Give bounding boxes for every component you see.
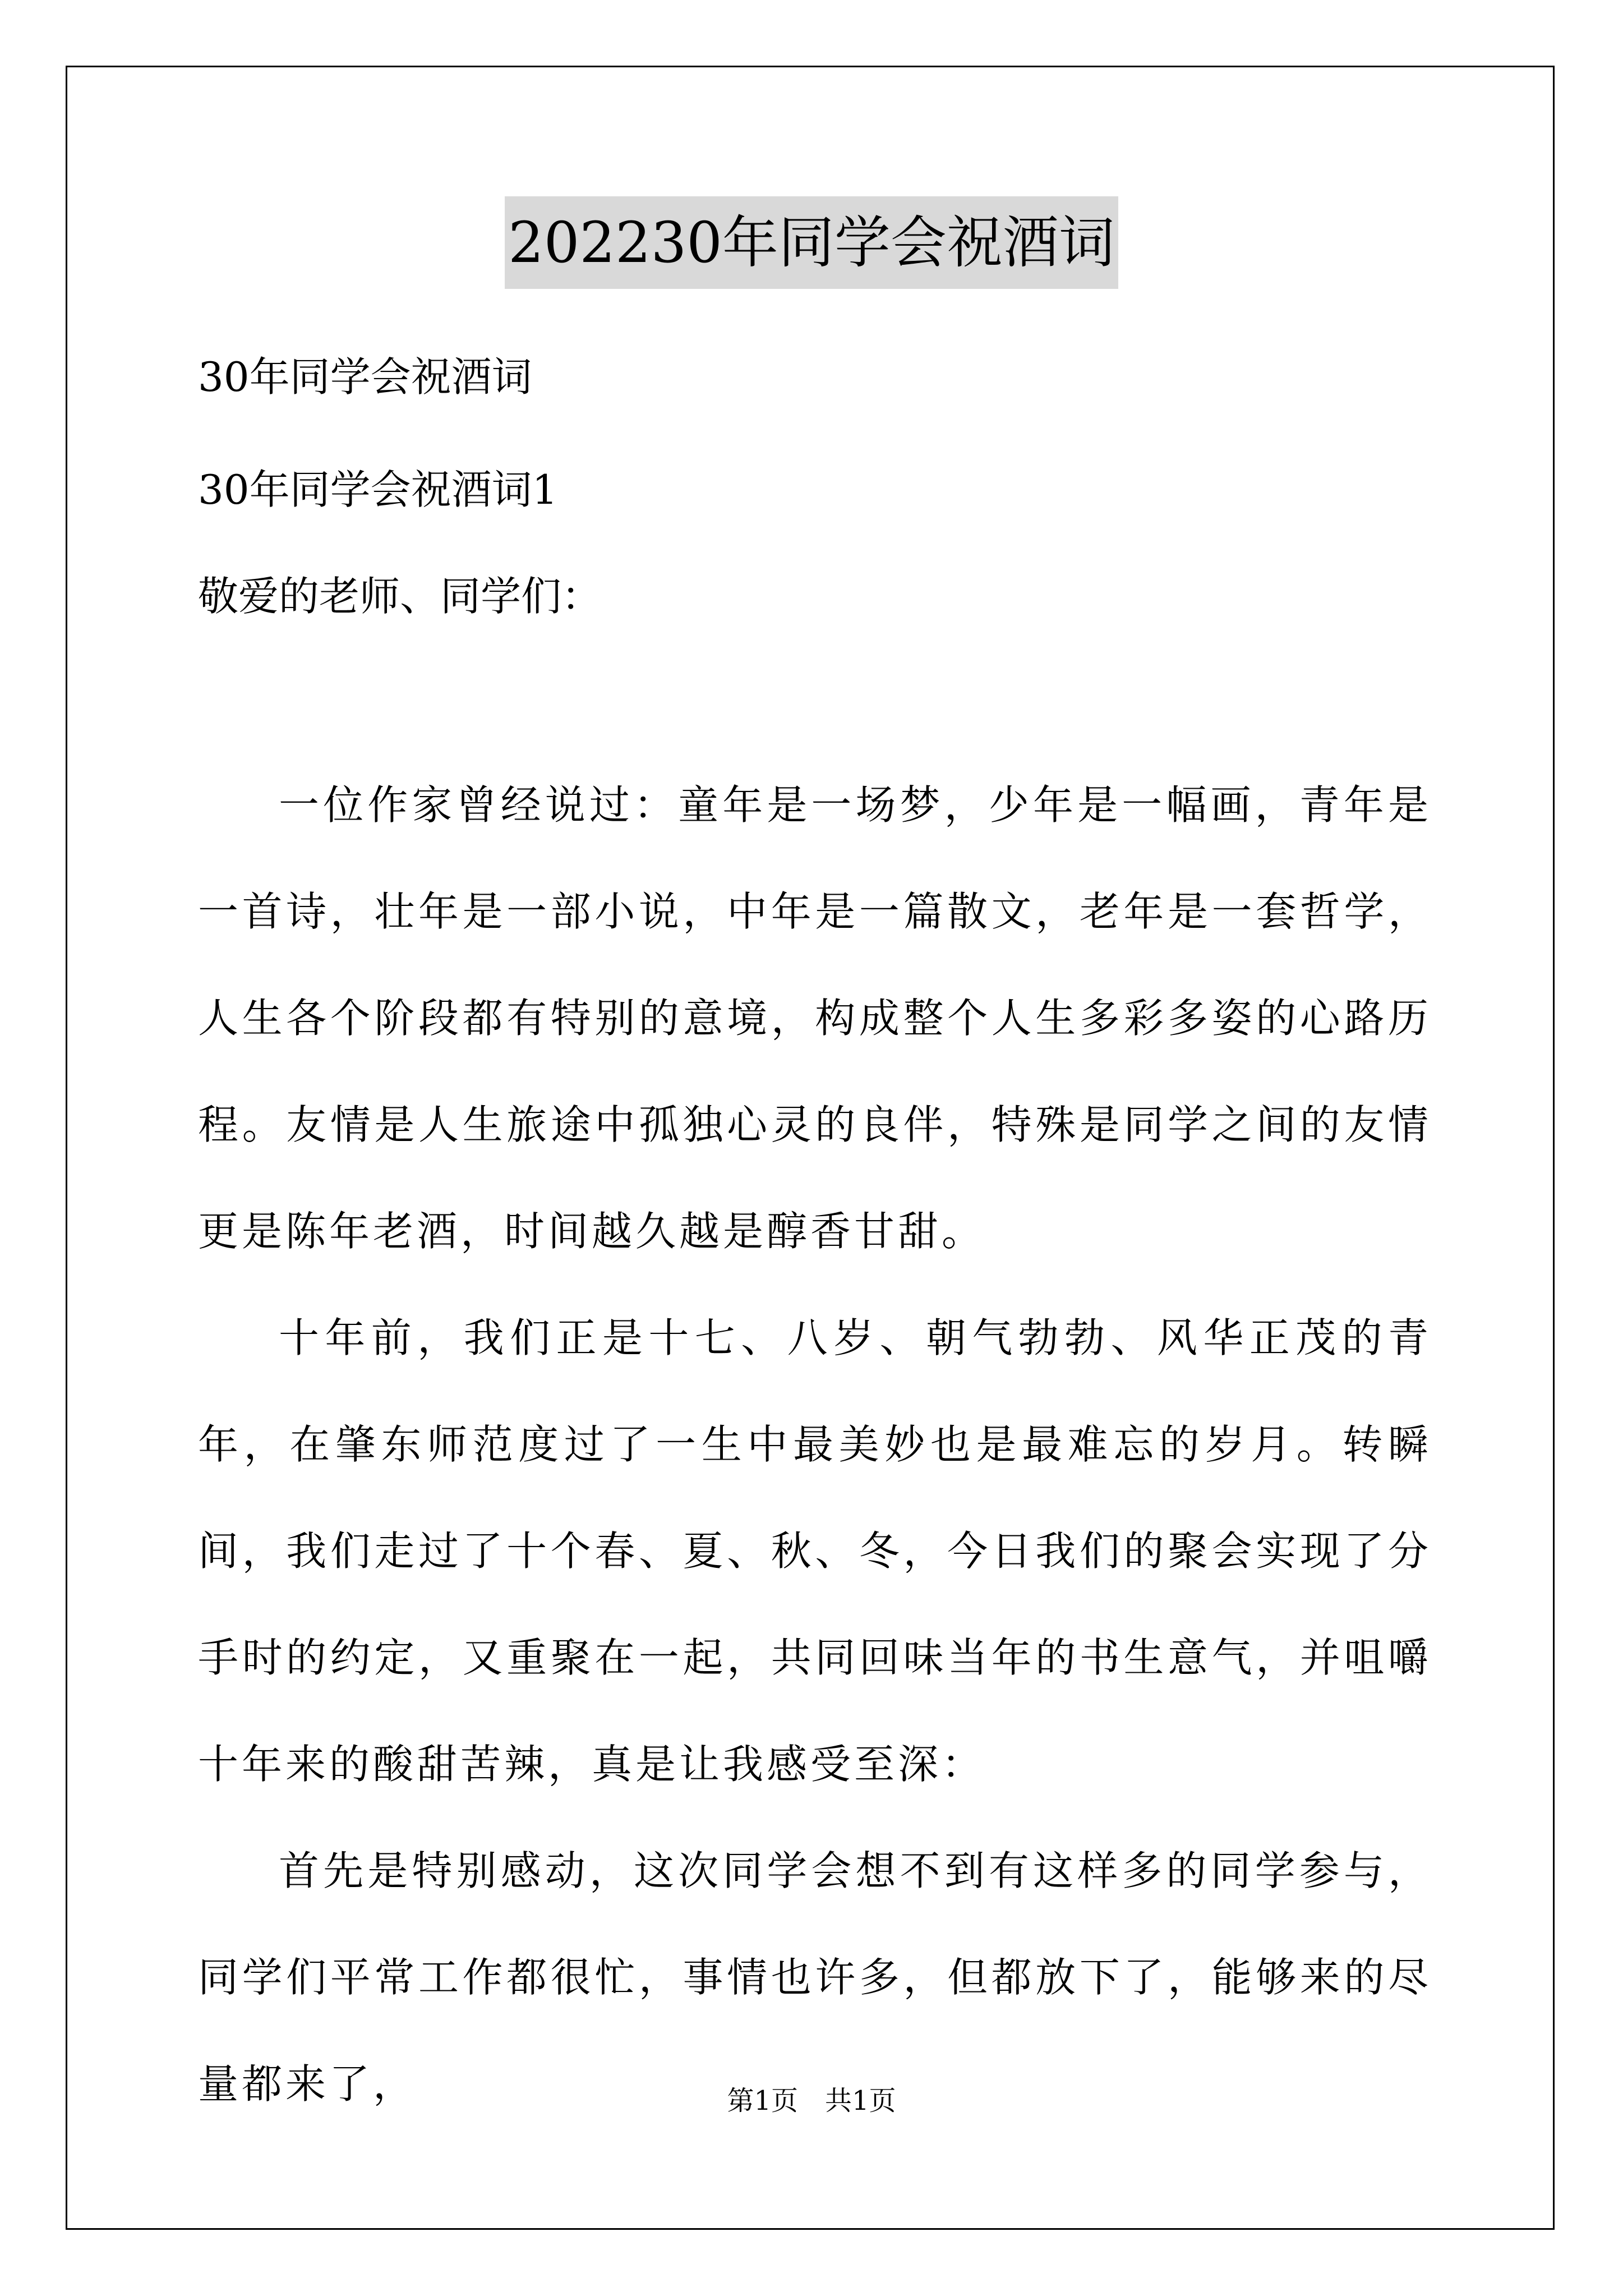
body-paragraph: 一位作家曾经说过：童年是一场梦，少年是一幅画，青年是一首诗，壮年是一部小说，中年是一篇散文，老年是一套哲学，人生各个阶段都有特别的意境，构成整个人生多彩多姿的心路历程。友情是人生旅途中孤独心灵的良伴，特殊是同学之间的友情更是陈年老酒，时间越久越是醇香甘甜。: [198, 781, 1432, 1255]
body-paragraph: 首先是特别感动，这次同学会想不到有这样多的同学参与，同学们平常工作都很忙，事情也许多，但都放下了，能够来的尽量都来了，: [198, 1847, 1432, 2108]
body-paragraph: 十年前，我们正是十七、八岁、朝气勃勃、风华正茂的青年，在肇东师范度过了一生中最美妙也是最难忘的岁月。转瞬间，我们走过了十个春、夏、秋、冬，今日我们的聚会实现了分手时的约定，又重聚在一起，共同回味当年的书生意气，并咀嚼十年来的酸甜苦辣，真是让我感受至深：: [198, 1314, 1432, 1788]
salutation: 敬爱的老师、同学们：: [198, 573, 602, 620]
section-heading: 30年同学会祝酒词1: [198, 466, 558, 513]
document-subtitle: 30年同学会祝酒词: [198, 353, 532, 401]
document-title: 202230年同学会祝酒词: [505, 196, 1118, 289]
page-footer: 第1页 共1页: [727, 2085, 896, 2116]
title-container: [0, 196, 1623, 289]
